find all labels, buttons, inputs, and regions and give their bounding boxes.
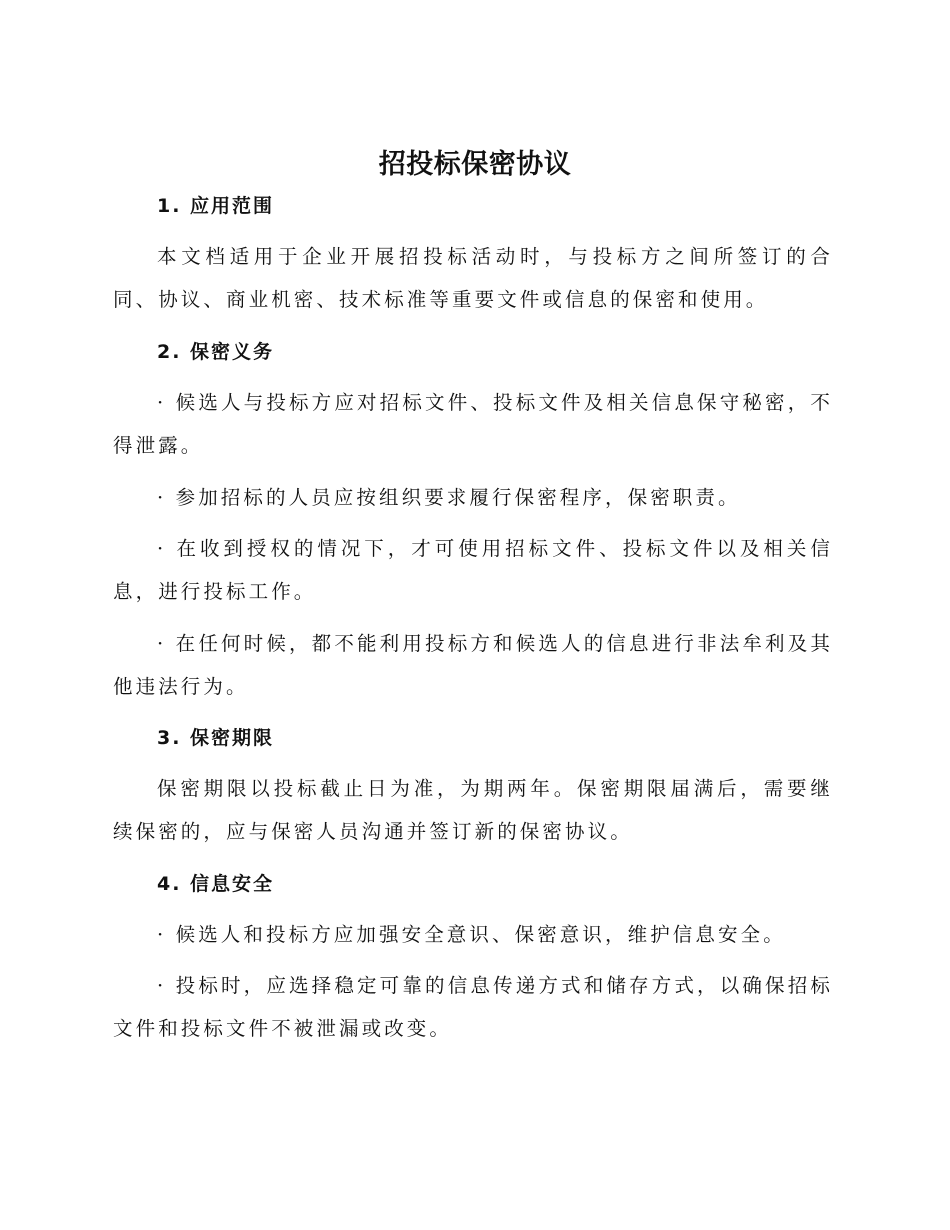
bullet-paragraph: · 候选人和投标方应加强安全意识、保密意识，维护信息安全。	[157, 923, 786, 946]
bullet-paragraph: · 在收到授权的情况下，才可使用招标文件、投标文件以及相关信息，进行投标工作。	[113, 537, 833, 603]
section-heading-security: 4. 信息安全	[157, 873, 275, 895]
bullet-paragraph: · 参加招标的人员应按组织要求履行保密程序，保密职责。	[157, 486, 741, 509]
section-paragraph: 本文档适用于企业开展招投标活动时，与投标方之间所签订的合同、协议、商业机密、技术标准等重要文件或信息的保密和使用。	[113, 245, 833, 311]
bullet-paragraph: · 候选人与投标方应对招标文件、投标文件及相关信息保守秘密，不得泄露。	[113, 391, 833, 457]
section-heading-obligations: 2. 保密义务	[157, 341, 275, 363]
section-heading-scope: 1. 应用范围	[157, 195, 275, 217]
bullet-paragraph: · 投标时，应选择稳定可靠的信息传递方式和储存方式，以确保招标文件和投标文件不被泄漏或改变。	[113, 974, 833, 1040]
document-title: 招投标保密协议	[378, 149, 572, 180]
bullet-paragraph: · 在任何时候，都不能利用投标方和候选人的信息进行非法牟利及其他违法行为。	[113, 632, 833, 698]
section-heading-term: 3. 保密期限	[157, 727, 275, 749]
section-paragraph: 保密期限以投标截止日为准，为期两年。保密期限届满后，需要继续保密的，应与保密人员沟通并签订新的保密协议。	[113, 777, 833, 843]
